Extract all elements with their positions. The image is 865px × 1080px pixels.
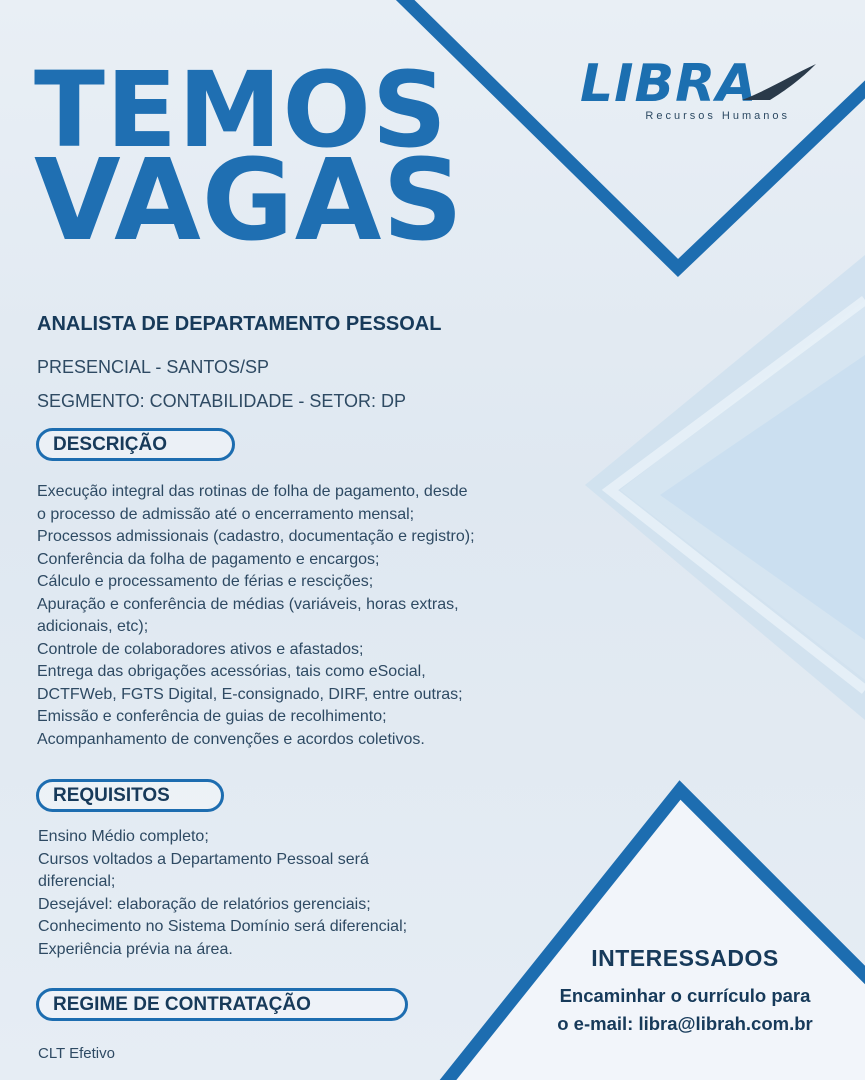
list-item: Desejável: elaboração de relatórios gerenciais; — [38, 895, 371, 913]
headline-temos: TEMOS — [34, 49, 448, 171]
libra-logo — [578, 54, 823, 128]
list-item: Apuração e conferência de médias (variáveis, horas extras, — [37, 595, 459, 613]
contact-title: INTERESSADOS — [591, 945, 779, 971]
libra-swoosh-icon — [738, 60, 818, 105]
list-item: Conhecimento no Sistema Domínio será diferencial; — [38, 918, 408, 935]
logo-wordmark: LIBRA — [580, 54, 758, 114]
job-title: ANALISTA DE DEPARTAMENTO PESSOAL — [37, 313, 442, 335]
contact-instruction: Encaminhar o currículo para — [559, 985, 811, 1006]
logo-subtitle: Recursos Humanos — [645, 110, 790, 122]
list-item: Cursos voltados a Departamento Pessoal será — [38, 850, 369, 868]
list-item: o processo de admissão até o encerramento mensal; — [37, 505, 415, 523]
regime-value: CLT Efetivo — [38, 1045, 115, 1062]
list-item: Controle de colaboradores ativos e afastados; — [37, 640, 364, 658]
requirements-heading: REQUISITOS — [36, 779, 224, 812]
list-item: DCTFWeb, FGTS Digital, E-consignado, DIRF, entre outras; — [37, 685, 463, 703]
contact-email[interactable]: o e-mail: libra@librah.com.br — [557, 1013, 813, 1034]
list-item: adicionais, etc); — [37, 618, 149, 635]
job-location: PRESENCIAL - SANTOS/SP — [37, 357, 270, 377]
description-list — [37, 481, 567, 751]
list-item: Execução integral das rotinas de folha de pagamento, desde — [37, 483, 468, 500]
list-item: Conferência da folha de pagamento e encargos; — [37, 550, 380, 568]
list-item: Emissão e conferência de guias de recolhimento; — [37, 708, 387, 725]
list-item: Ensino Médio completo; — [38, 828, 209, 845]
list-item: Entrega das obrigações acessórias, tais como eSocial, — [37, 663, 426, 680]
description-heading: DESCRIÇÃO — [36, 428, 235, 461]
list-item: Processos admissionais (cadastro, documentação e registro); — [37, 528, 475, 545]
regime-heading: REGIME DE CONTRATAÇÃO — [36, 988, 408, 1021]
requirements-list — [38, 826, 498, 961]
list-item: Acompanhamento de convenções e acordos coletivos. — [37, 730, 425, 748]
headline-vagas: VAGAS — [34, 136, 465, 266]
list-item: Cálculo e processamento de férias e rescições; — [37, 573, 374, 590]
list-item: Experiência prévia na área. — [38, 940, 233, 958]
job-segment: SEGMENTO: CONTABILIDADE - SETOR: DP — [37, 391, 407, 411]
list-item: diferencial; — [38, 873, 116, 890]
